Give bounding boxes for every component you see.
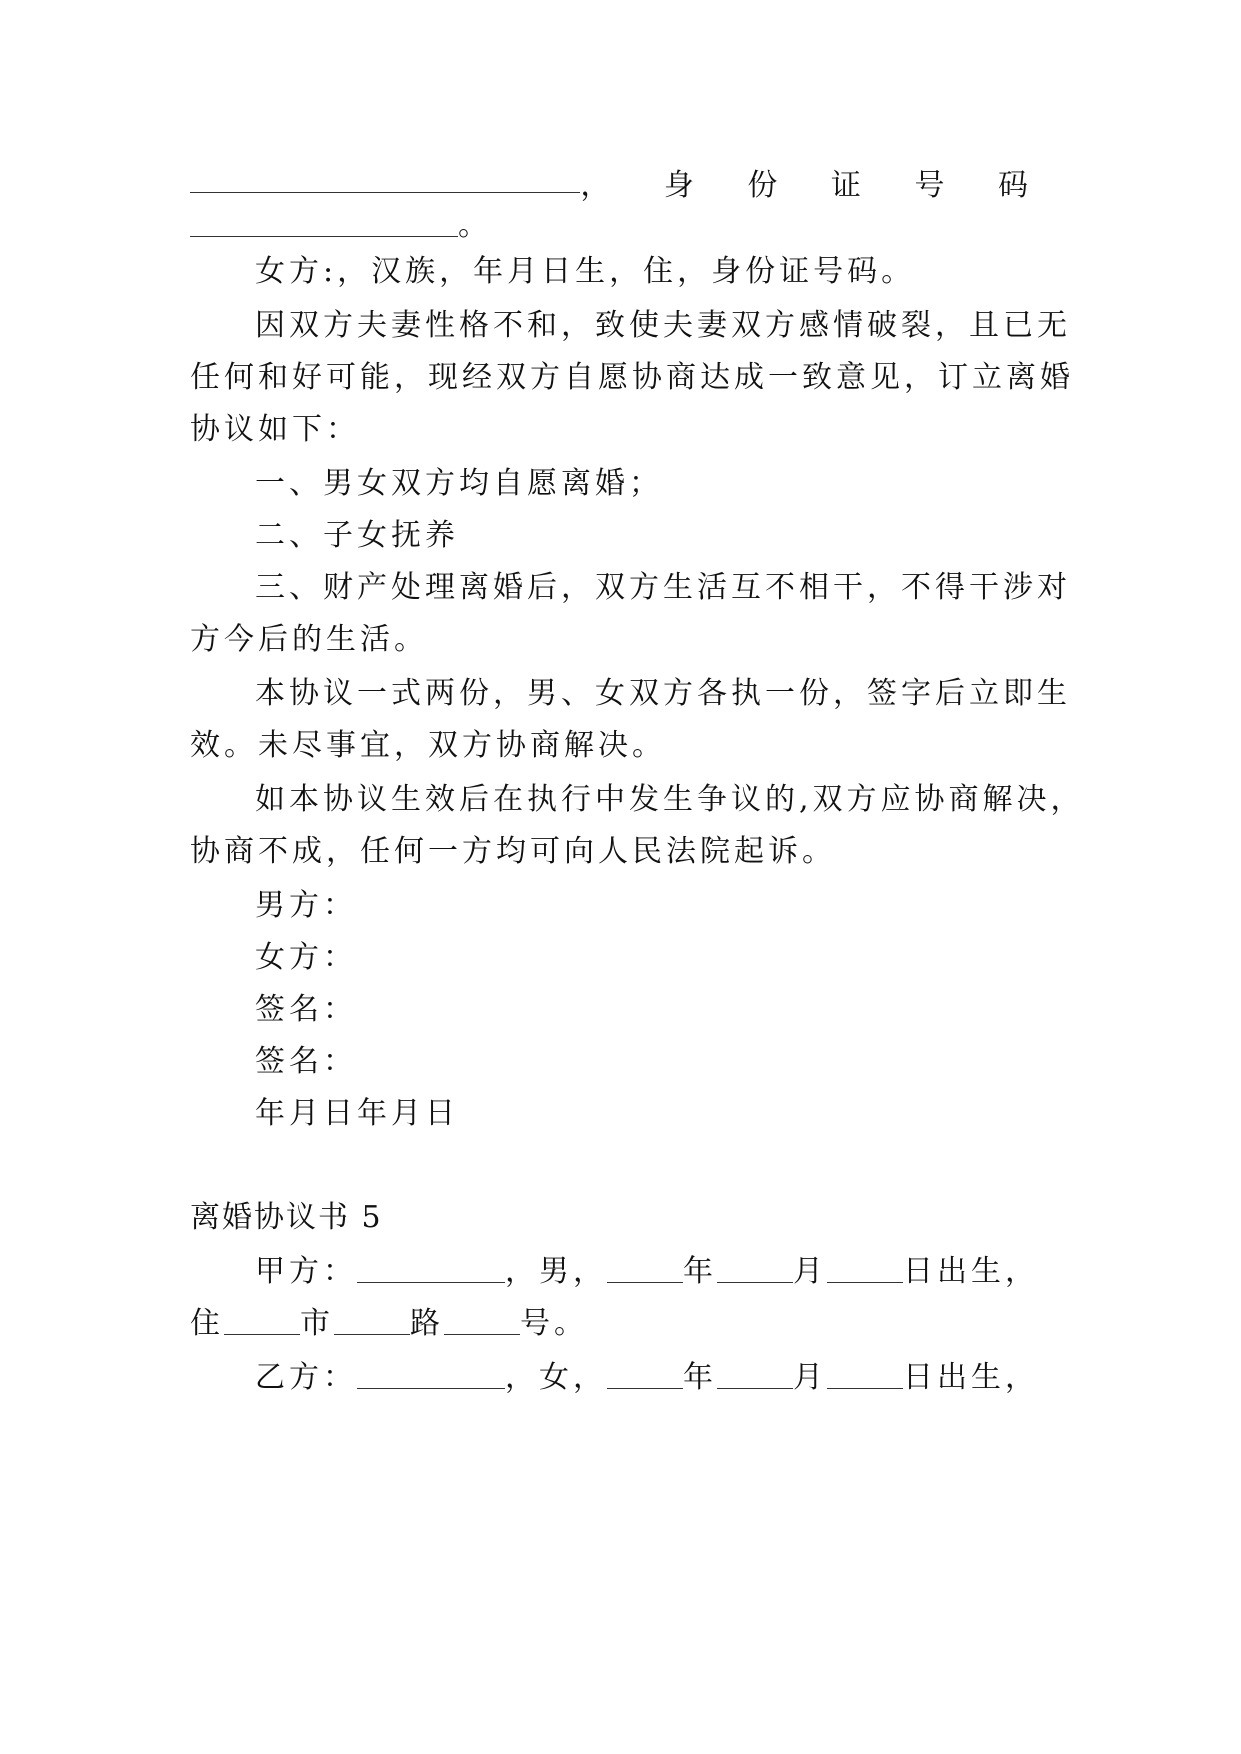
party-a-day-blank	[827, 1256, 903, 1283]
sign-label-2: 签名：	[255, 1044, 357, 1079]
date-line: 年月日年月日	[255, 1096, 459, 1131]
period: 。	[458, 208, 492, 243]
dispute-line-2: 协商不成，任何一方均可向人民法院起诉。	[190, 834, 836, 869]
address-road-label: 路	[410, 1306, 444, 1341]
id-number-blank	[190, 210, 458, 237]
female-party-paragraph: 女方:，汉族，年月日生，住，身份证号码。	[255, 254, 916, 289]
party-b-name-blank	[357, 1362, 505, 1389]
address-road-blank	[334, 1308, 410, 1335]
party-a-line	[255, 1252, 1050, 1292]
year-label: 年	[683, 1254, 717, 1289]
address-live-label: 住	[190, 1306, 224, 1341]
copies-line-2: 效。未尽事宜，双方协商解决。	[190, 728, 666, 763]
month-label: 月	[793, 1254, 827, 1289]
clause-2: 二、子女抚养	[255, 518, 459, 553]
party-b-month-blank	[717, 1362, 793, 1389]
reason-line-1: 因双方夫妻性格不和，致使夫妻双方感情破裂，且已无	[255, 308, 1071, 343]
party-a-year-blank	[607, 1256, 683, 1283]
address-no-label: 号。	[520, 1306, 588, 1341]
born-label: 日出生，	[903, 1360, 1039, 1395]
party-b-label: 乙方：	[255, 1360, 357, 1395]
address-no-blank	[444, 1308, 520, 1335]
clause-1: 一、男女双方均自愿离婚；	[255, 466, 663, 501]
clause-3-line-2: 方今后的生活。	[190, 622, 428, 657]
section-title: 离婚协议书 5	[190, 1200, 383, 1235]
party-a-name-blank	[357, 1256, 505, 1283]
copies-line-1: 本协议一式两份，男、女双方各执一份，签字后立即生	[255, 676, 1071, 711]
party-b-line	[255, 1358, 1050, 1398]
id-number-blank-line	[190, 206, 1050, 246]
id-number-line	[190, 166, 1050, 206]
party-a-address-line	[190, 1304, 1050, 1344]
month-label: 月	[793, 1360, 827, 1395]
party-b-gender: ，女，	[505, 1360, 607, 1395]
born-label: 日出生，	[903, 1254, 1039, 1289]
reason-line-3: 协议如下：	[190, 412, 360, 447]
reason-line-2: 任何和好可能，现经双方自愿协商达成一致意见，订立离婚	[190, 360, 1074, 395]
party-a-gender: ，男，	[505, 1254, 607, 1289]
dispute-line-1: 如本协议生效后在执行中发生争议的,双方应协商解决，	[255, 782, 1085, 817]
id-number-label: ， 身 份 证 号 码	[580, 168, 1050, 203]
sign-label-1: 签名：	[255, 992, 357, 1027]
clause-3-line-1: 三、财产处理离婚后，双方生活互不相干，不得干涉对	[255, 570, 1071, 605]
name-blank	[190, 166, 580, 193]
signature-female-label: 女方：	[255, 940, 357, 975]
address-city-label: 市	[300, 1306, 334, 1341]
address-city-blank	[224, 1308, 300, 1335]
party-a-month-blank	[717, 1256, 793, 1283]
party-a-label: 甲方：	[255, 1254, 357, 1289]
signature-male-label: 男方：	[255, 888, 357, 923]
party-b-year-blank	[607, 1362, 683, 1389]
year-label: 年	[683, 1360, 717, 1395]
party-b-day-blank	[827, 1362, 903, 1389]
